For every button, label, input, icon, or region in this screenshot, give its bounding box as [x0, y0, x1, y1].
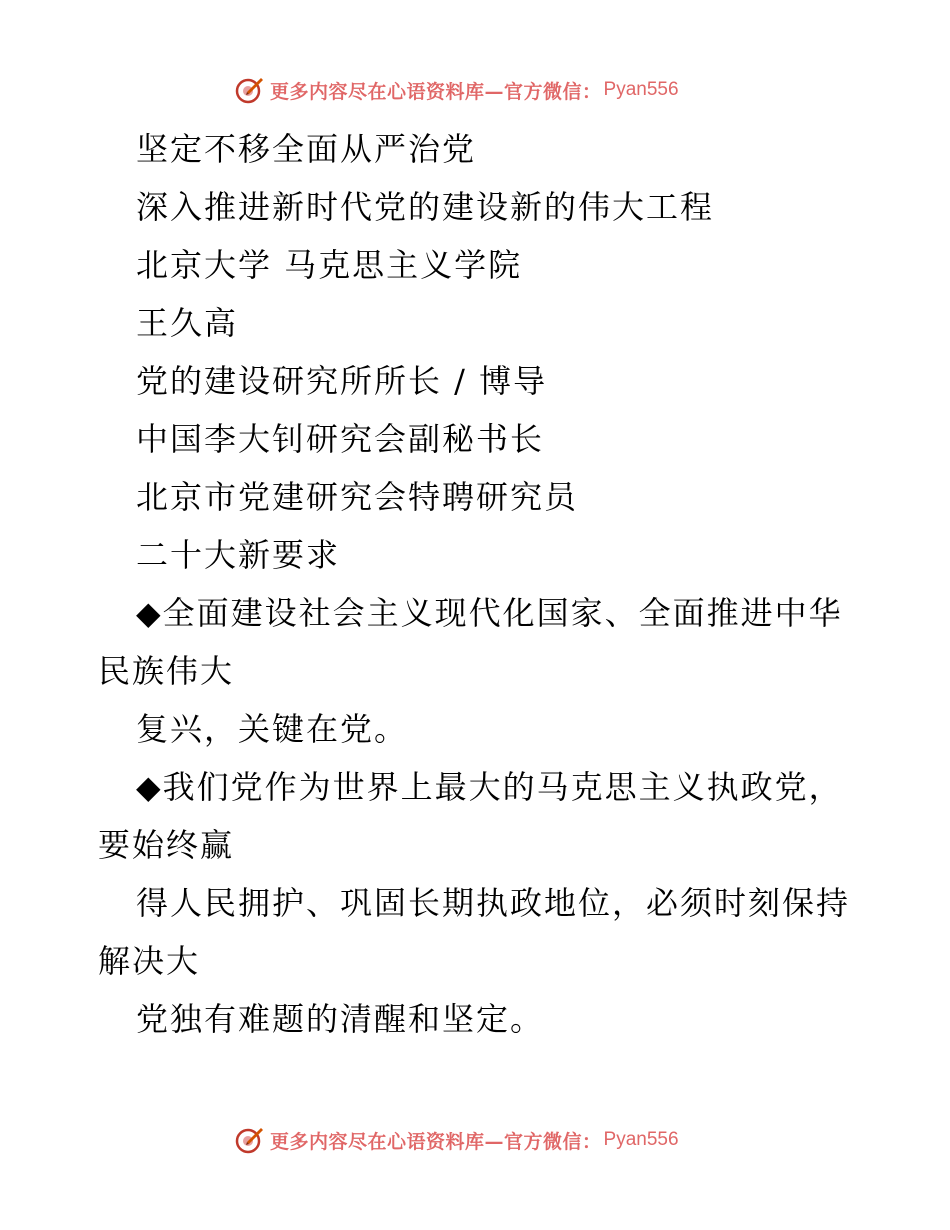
paragraph-line: 民族伟大 — [98, 652, 235, 690]
document-body — [98, 120, 878, 1048]
paragraph-line: 解决大 — [98, 942, 201, 980]
author-title-2: 中国李大钊研究会副秘书长 — [136, 420, 545, 458]
author-title-1: 党的建设研究所所长 / 博导 — [136, 362, 548, 400]
watermark-text: 更多内容尽在心语资料库—官方微信： — [270, 80, 602, 103]
author-title-3: 北京市党建研究会特聘研究员 — [136, 478, 579, 516]
paragraph-line: 党独有难题的清醒和坚定。 — [136, 1000, 545, 1038]
author-affiliation: 北京大学 马克思主义学院 — [136, 246, 523, 284]
footer-watermark — [234, 1122, 679, 1158]
paragraph-line: ◆全面建设社会主义现代化国家、全面推进中华 — [136, 594, 843, 632]
quill-logo-icon — [234, 75, 264, 105]
watermark-text: 更多内容尽在心语资料库—官方微信： — [270, 1130, 602, 1153]
header-watermark — [234, 72, 679, 108]
doc-subtitle: 深入推进新时代党的建设新的伟大工程 — [136, 188, 715, 226]
paragraph-line: ◆我们党作为世界上最大的马克思主义执政党， — [136, 768, 843, 806]
paragraph-line: 得人民拥护、巩固长期执政地位，必须时刻保持 — [136, 884, 851, 922]
quill-logo-icon — [234, 1125, 264, 1155]
watermark-wechat-id: Pyan556 — [603, 1129, 679, 1150]
doc-title: 坚定不移全面从严治党 — [136, 130, 477, 168]
section-heading: 二十大新要求 — [136, 536, 341, 574]
paragraph-line: 要始终赢 — [98, 826, 235, 864]
watermark-wechat-id: Pyan556 — [603, 79, 679, 100]
author-name: 王久高 — [136, 304, 239, 342]
paragraph-line: 复兴，关键在党。 — [136, 710, 409, 748]
